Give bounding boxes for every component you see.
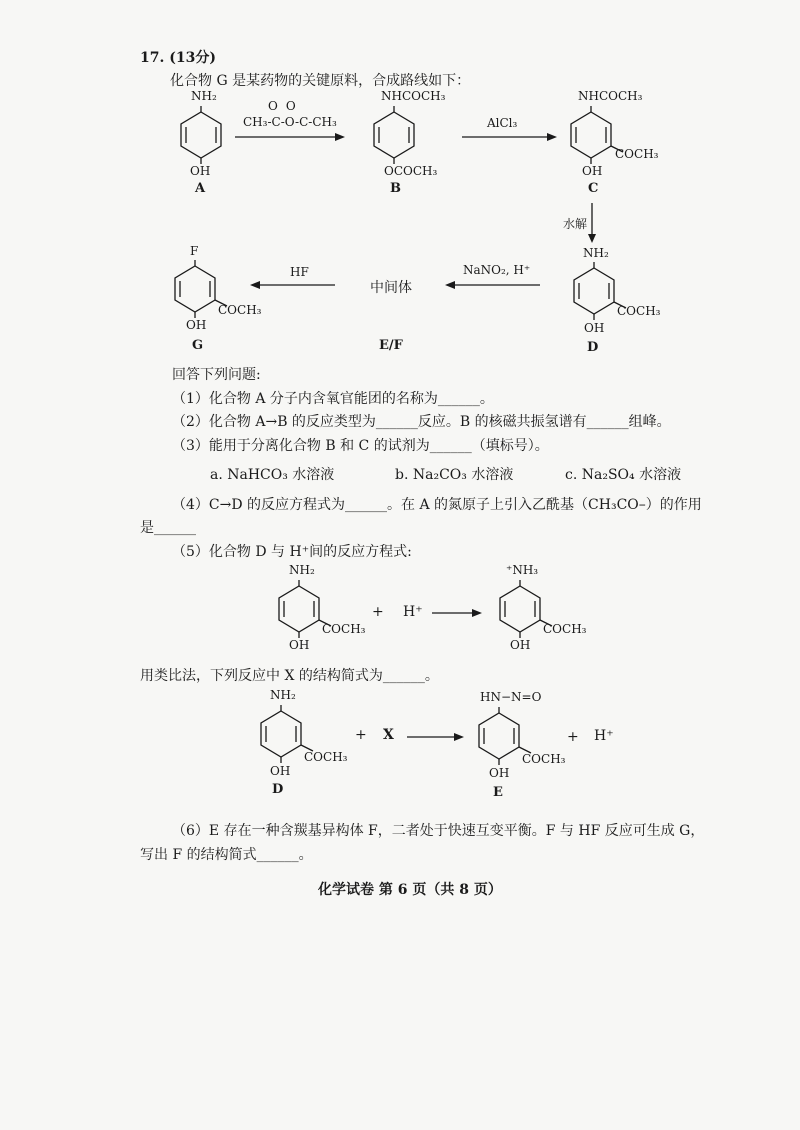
arrow-D-to-EF xyxy=(445,280,540,290)
eq2-reactant-label: D xyxy=(272,782,284,797)
eq2-reactant-bottom: OH xyxy=(270,764,291,778)
eq1-product-side: COCH₃ xyxy=(543,622,587,636)
eq1-product-bottom: OH xyxy=(510,638,531,652)
reagent-alcl3: AlCl₃ xyxy=(487,116,518,130)
option-b: b. Na₂CO₃ 水溶液 xyxy=(395,467,514,483)
eq1-proton: H⁺ xyxy=(403,604,423,620)
question-4-line-2: 是______ xyxy=(140,520,196,536)
reagent-hydrolysis: 水解 xyxy=(563,217,588,231)
benzene-ring-A xyxy=(178,106,228,164)
question-3: （3）能用于分离化合物 B 和 C 的试剂为______（填标号）。 xyxy=(172,438,549,454)
benzene-ring-B xyxy=(371,106,421,164)
anhydride-carbonyl-oxygens: OO xyxy=(268,99,304,113)
mol-D-bottom-group: OH xyxy=(584,321,605,335)
mol-G-side-group: COCH₃ xyxy=(218,303,262,317)
eq2-plus-2: + xyxy=(567,729,579,745)
mol-C-bottom-group: OH xyxy=(582,164,603,178)
mol-B-label: B xyxy=(390,181,401,196)
mol-B-bottom-group: OCOCH₃ xyxy=(384,164,438,178)
arrow-B-to-C xyxy=(462,132,557,142)
mol-A-bottom-group: OH xyxy=(190,164,211,178)
question-5: （5）化合物 D 与 H⁺间的反应方程式: xyxy=(172,544,412,560)
eq2-product-side: COCH₃ xyxy=(522,752,566,766)
option-c: c. Na₂SO₄ 水溶液 xyxy=(565,467,682,483)
mol-D-label: D xyxy=(587,340,599,355)
mol-A-top-group: NH₂ xyxy=(191,89,217,103)
eq1-arrow xyxy=(432,608,482,618)
mol-D-side-group: COCH₃ xyxy=(617,304,661,318)
reagent-nano2: NaNO₂, H⁺ xyxy=(463,263,531,277)
arrow-A-to-B xyxy=(235,132,345,142)
eq2-product-bottom: OH xyxy=(489,766,510,780)
intermediate-name: 中间体 xyxy=(370,280,412,296)
eq1-plus: + xyxy=(372,604,384,620)
eq1-reactant-bottom: OH xyxy=(289,638,310,652)
mol-C-label: C xyxy=(588,181,599,196)
mol-G-top-group: F xyxy=(190,244,199,258)
reagent-acetic-anhydride: CH₃-C-O-C-CH₃ xyxy=(243,115,337,129)
eq2-byproduct: H⁺ xyxy=(594,728,614,744)
mol-C-side-group: COCH₃ xyxy=(615,147,659,161)
eq1-reactant-side: COCH₃ xyxy=(322,622,366,636)
question-1: （1）化合物 A 分子内含氧官能团的名称为______。 xyxy=(172,391,494,407)
eq2-product-top: HN−N=O xyxy=(480,690,542,704)
mol-A-label: A xyxy=(195,181,206,196)
eq2-reagent-x: X xyxy=(383,727,394,743)
arrow-C-to-D xyxy=(587,203,597,243)
eq2-product-label: E xyxy=(493,785,503,800)
page-footer: 化学试卷 第 6 页（共 8 页） xyxy=(318,882,502,898)
mol-B-top-group: NHCOCH₃ xyxy=(381,89,446,103)
mol-D-top-group: NH₂ xyxy=(583,246,609,260)
eq2-reactant-top: NH₂ xyxy=(270,688,296,702)
question-6-line-1: （6）E 存在一种含羰基异构体 F，二者处于快速互变平衡。F 与 HF 反应可生成 G， xyxy=(172,823,705,839)
option-a: a. NaHCO₃ 水溶液 xyxy=(210,467,335,483)
eq2-plus-1: + xyxy=(355,727,367,743)
question-6-line-2: 写出 F 的结构简式______。 xyxy=(140,847,313,863)
question-4-line-1: （4）C→D 的反应方程式为______。在 A 的氮原子上引入乙酰基（CH₃CO–）的作用 xyxy=(172,497,702,513)
eq2-arrow xyxy=(407,732,464,742)
eq1-reactant-top: NH₂ xyxy=(289,563,315,577)
arrow-EF-to-G xyxy=(250,280,335,290)
intermediate-label: E/F xyxy=(379,338,403,353)
analogy-question: 用类比法，下列反应中 X 的结构简式为______。 xyxy=(140,668,439,684)
eq2-reactant-side: COCH₃ xyxy=(304,750,348,764)
mol-G-bottom-group: OH xyxy=(186,318,207,332)
reagent-hf: HF xyxy=(290,265,309,279)
question-intro: 化合物 G 是某药物的关键原料，合成路线如下： xyxy=(170,73,471,89)
question-2: （2）化合物 A→B 的反应类型为______反应。B 的核磁共振氢谱有______组峰。 xyxy=(172,414,671,430)
mol-G-label: G xyxy=(192,338,204,353)
eq1-product-top: ⁺NH₃ xyxy=(506,563,539,577)
mol-C-top-group: NHCOCH₃ xyxy=(578,89,643,103)
question-number: 17. (13分) xyxy=(140,50,216,66)
answer-prompt: 回答下列问题: xyxy=(172,367,261,383)
